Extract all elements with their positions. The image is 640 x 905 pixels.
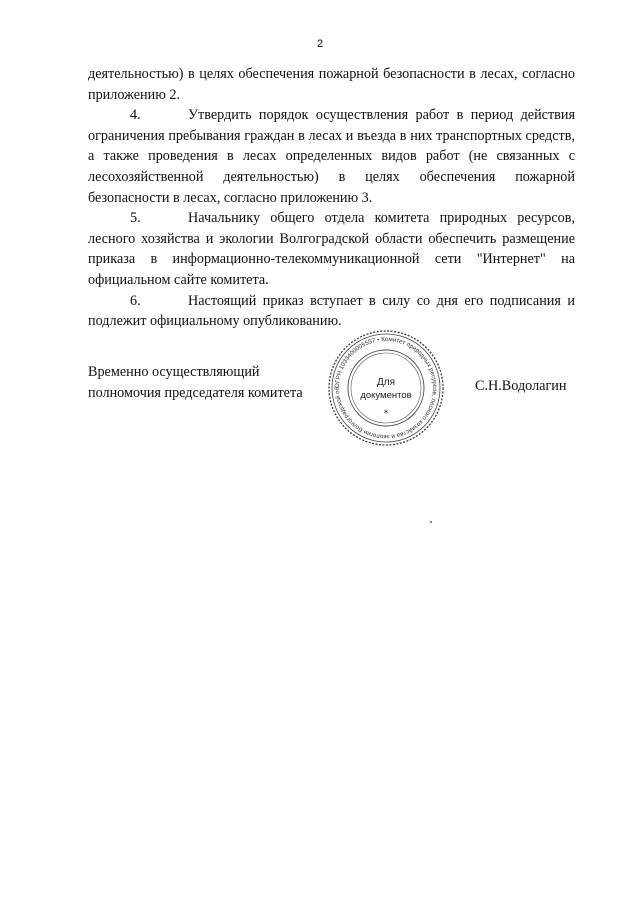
seal-center-line2: документов [360, 390, 412, 401]
paragraph-6-text: Настоящий приказ вступает в силу со дня его подписания и подлежит официальному опубликованию. [88, 292, 575, 330]
paragraph-4 [88, 105, 575, 208]
signatory-name: С.Н.Водолагин [475, 378, 567, 394]
seal-ring-text: ОГРН 1033400005557 • Комитет природных ресурсов, лесного хозяйства и экологии Волгоградской об [333, 335, 439, 441]
scan-speck [430, 521, 432, 523]
paragraph-5-number: 5. [130, 210, 141, 227]
seal-graphic [326, 328, 446, 448]
paragraph-4-number: 4. [130, 107, 141, 124]
paragraph-4-text: Утвердить порядок осуществления работ в период действия ограничения пребывания граждан в лесах и въезда в них транспортных средств, а также проведения в лесах определенных видов работ (не связанных с лесохозяйственной деятельностью) в целях обеспечения пожарной безопасности в лесах, согласно приложению 3. [88, 107, 575, 206]
document-body [88, 64, 575, 332]
signatory-title [88, 362, 303, 403]
official-seal-stamp [326, 328, 446, 448]
signatory-title-line1: Временно осуществляющий [88, 364, 260, 380]
signatory-title-line2: полномочия председателя комитета [88, 384, 303, 401]
paragraph-6-number: 6. [130, 292, 141, 309]
seal-star-icon: * [383, 409, 389, 419]
seal-center-line1: Для [376, 377, 396, 388]
paragraph-continuation: деятельностью) в целях обеспечения пожарной безопасности в лесах, согласно приложению 2. [88, 66, 575, 103]
paragraph-5-text: Начальнику общего отдела комитета природных ресурсов, лесного хозяйства и экологии Волгоградской области обеспечить размещение приказа в информационно-телекоммуникационной сети "Интернет" на официальном сайте комитета. [88, 210, 575, 288]
page-number: 2 [316, 38, 324, 50]
paragraph-6 [88, 291, 575, 332]
paragraph-5 [88, 208, 575, 290]
